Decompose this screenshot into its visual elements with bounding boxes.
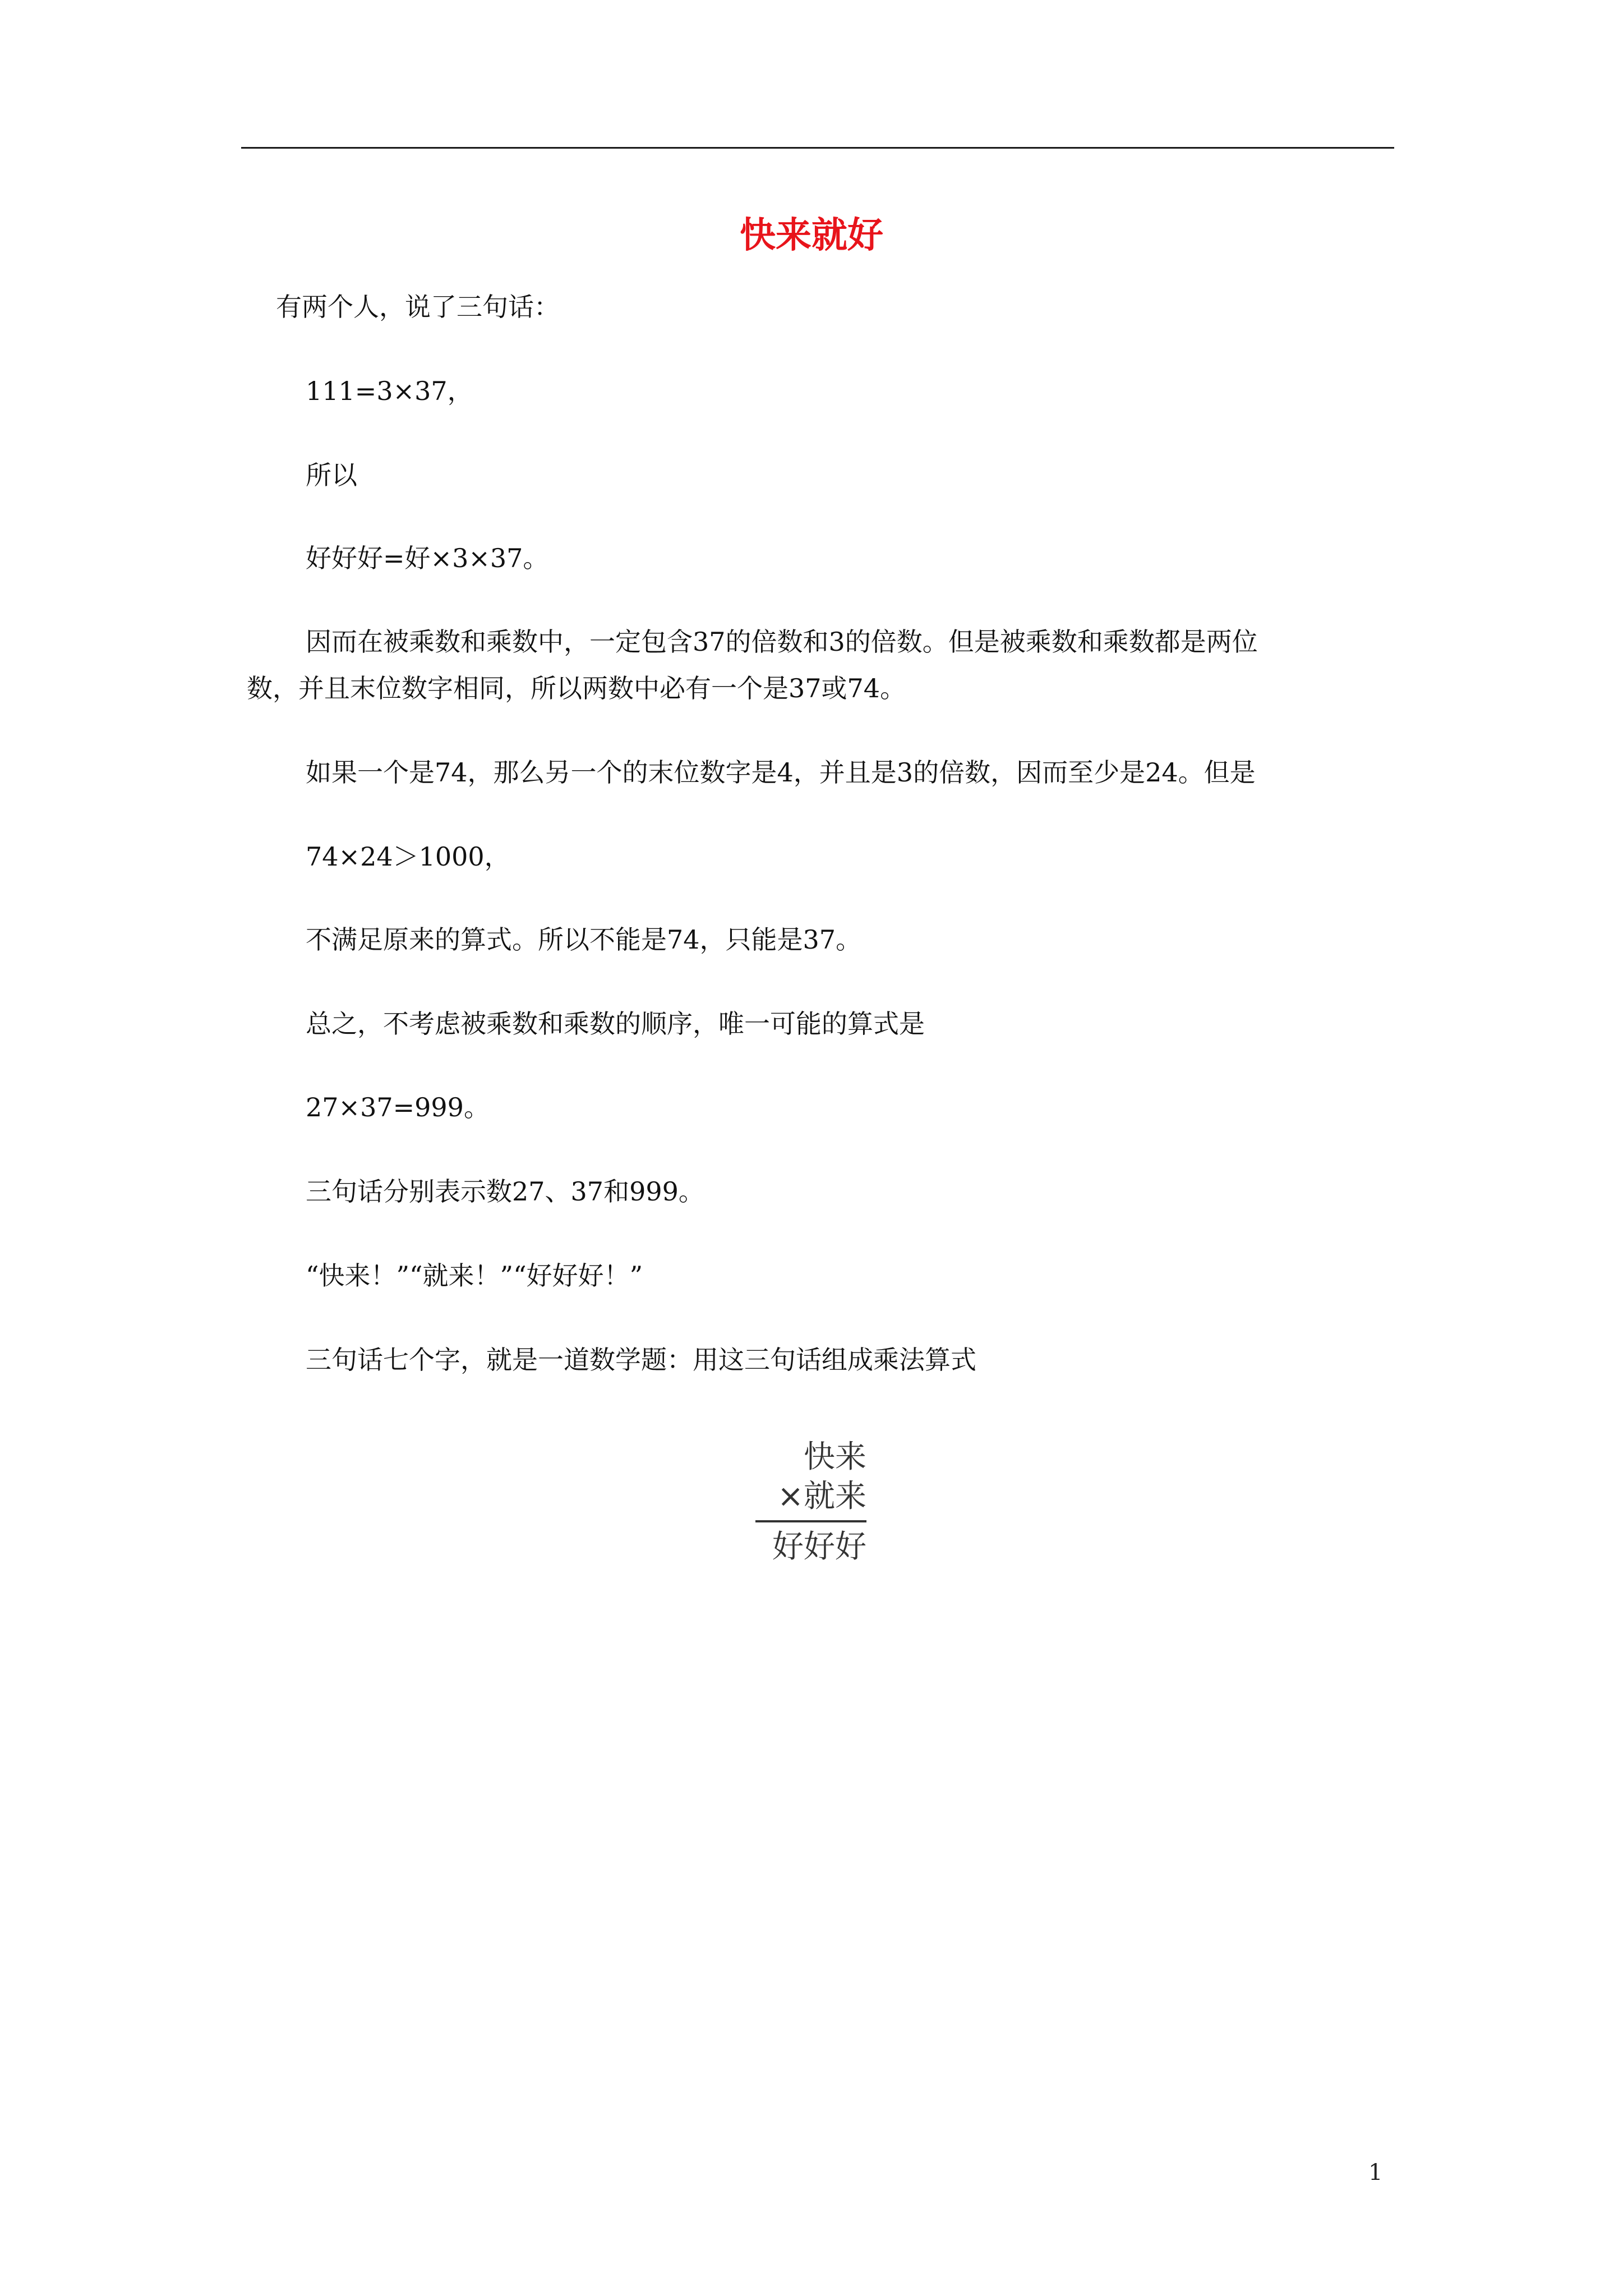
- figure-product: 好好好: [772, 1529, 866, 1565]
- document-title: 快来就好: [740, 214, 883, 256]
- figure-multiplier: ×就来: [777, 1478, 866, 1515]
- header-rule: [241, 147, 1394, 149]
- paragraph-reasoning-line1: 因而在被乘数和乘数中，一定包含37的倍数和3的倍数。但是被乘数和乘数都是两位: [306, 627, 1258, 657]
- paragraph-only-37: 不满足原来的算式。所以不能是74，只能是37。: [306, 924, 862, 955]
- paragraph-reasoning-line2: 数，并且末位数字相同，所以两数中必有一个是37或74。: [247, 673, 906, 703]
- figure-multiplicand: 快来: [804, 1439, 866, 1475]
- paragraph-intro: 有两个人，说了三句话：: [276, 292, 560, 322]
- page-number: 1: [1368, 2160, 1383, 2185]
- paragraph-answer-equation: 27×37=999。: [306, 1092, 490, 1122]
- figure-rule: [755, 1520, 866, 1522]
- paragraph-conclusion: 总之，不考虑被乘数和乘数的顺序，唯一可能的算式是: [306, 1009, 925, 1039]
- paragraph-inequality: 74×24＞1000，: [306, 841, 510, 872]
- paragraph-equation-111: 111=3×37，: [306, 376, 473, 406]
- paragraph-if-74: 如果一个是74，那么另一个的末位数字是4，并且是3的倍数，因而至少是24。但是: [306, 757, 1256, 788]
- paragraph-three-numbers: 三句话分别表示数27、37和999。: [306, 1176, 704, 1207]
- paragraph-quotes: “快来！”“就来！”“好好好！”: [306, 1260, 643, 1291]
- paragraph-equation-haohaohao: 好好好=好×3×37。: [306, 543, 549, 573]
- paragraph-puzzle-statement: 三句话七个字，就是一道数学题：用这三句话组成乘法算式: [306, 1345, 976, 1375]
- paragraph-therefore: 所以: [306, 460, 357, 490]
